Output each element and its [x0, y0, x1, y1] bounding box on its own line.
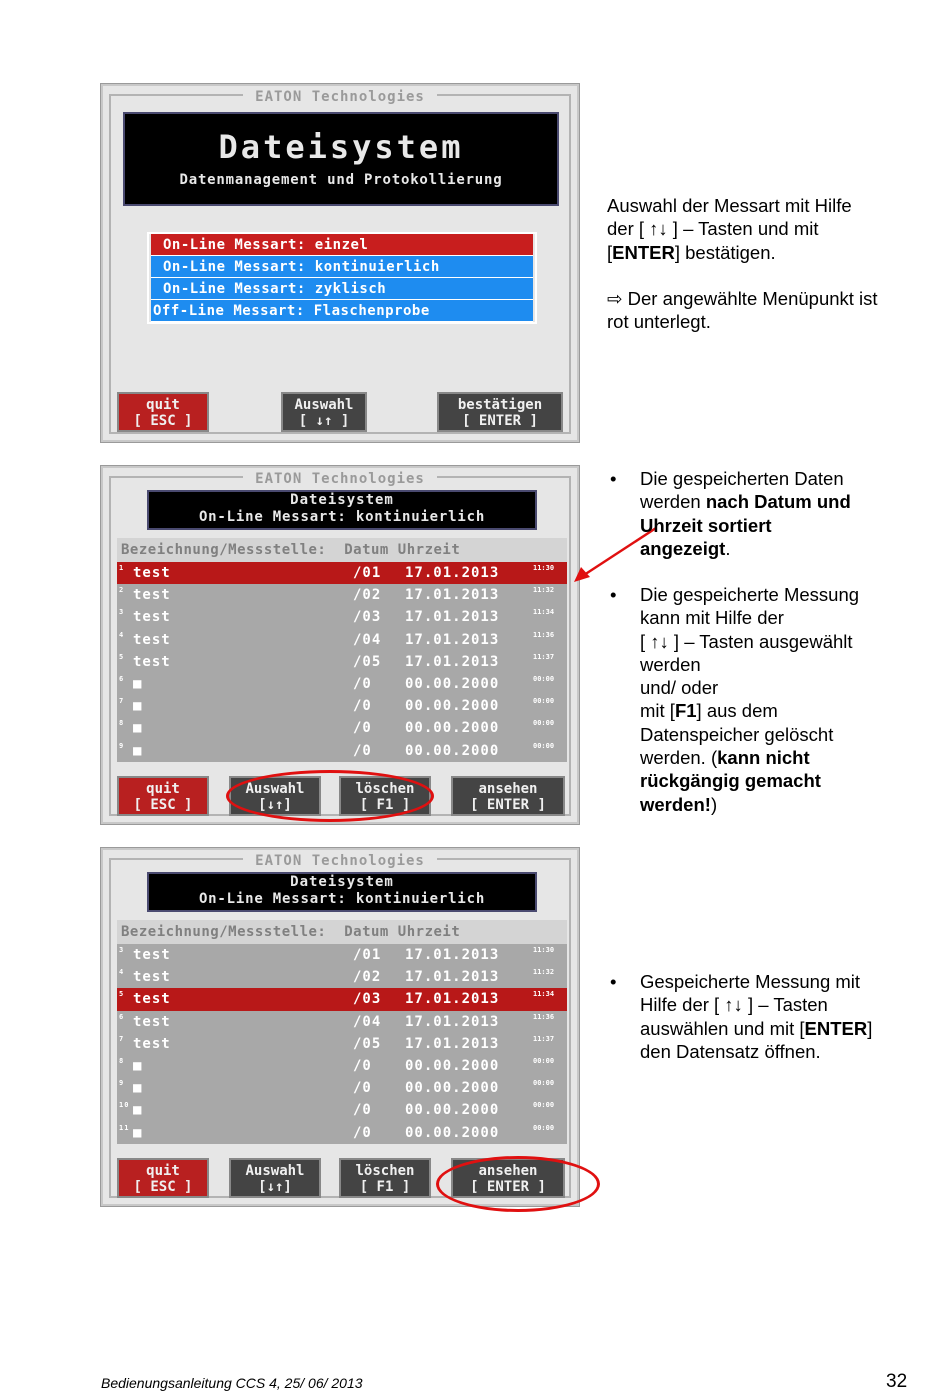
- row-time: 11:37: [533, 652, 555, 661]
- row-nr: /01: [353, 565, 382, 581]
- row-date: 00.00.2000: [405, 1080, 500, 1097]
- key-label: quit: [146, 781, 180, 797]
- table-row[interactable]: [117, 1122, 567, 1144]
- row-nr: /05: [353, 653, 382, 670]
- text-line: [640, 514, 930, 537]
- row-name: ■: [133, 1080, 143, 1097]
- instruction-block-2a: [640, 467, 930, 560]
- row-date: 17.01.2013: [405, 609, 500, 626]
- row-name: test: [133, 565, 171, 581]
- screen-subtitle: On-Line Messart: kontinuierlich: [198, 509, 486, 525]
- row-nr: /0: [353, 1057, 372, 1074]
- row-nr: /0: [353, 1102, 372, 1119]
- row-date: 17.01.2013: [405, 631, 500, 648]
- table-row[interactable]: [117, 606, 567, 628]
- row-idx: 3: [119, 608, 125, 617]
- row-idx: 9: [119, 741, 125, 750]
- ansehen-enter-button[interactable]: [451, 776, 565, 816]
- text-fragment: werden. (: [640, 747, 718, 769]
- row-name: ■: [133, 742, 143, 759]
- row-date: 17.01.2013: [405, 653, 500, 670]
- row-time: 11:36: [533, 1012, 555, 1021]
- brand-header: [103, 86, 577, 105]
- brand-header: [103, 468, 577, 487]
- auswahl-button[interactable]: [281, 392, 367, 432]
- screenshot-file-list-2: [101, 848, 579, 1206]
- table-row[interactable]: [117, 695, 567, 717]
- row-time: 11:37: [533, 1034, 555, 1043]
- row-idx: 7: [119, 697, 125, 706]
- text-bold: werden!: [640, 793, 711, 815]
- key-label: quit: [146, 1163, 180, 1179]
- row-idx: 3: [119, 946, 125, 954]
- row-idx: 8: [119, 1056, 125, 1065]
- quit-esc-button[interactable]: [117, 392, 209, 432]
- key-shortcut: [ ENTER ]: [462, 413, 538, 429]
- text-fragment: Der angewählte Menüpunkt ist: [622, 287, 878, 309]
- row-date: 17.01.2013: [405, 969, 500, 986]
- menu-item-flaschenprobe[interactable]: Off-Line Messart: Flaschenprobe: [151, 300, 533, 322]
- row-time: 11:30: [533, 564, 555, 572]
- brand-label: EATON Technologies: [243, 853, 437, 869]
- text-bold: rückgängig gemacht: [640, 770, 821, 792]
- row-date: 00.00.2000: [405, 675, 500, 692]
- row-nr: /0: [353, 742, 372, 759]
- highlight-ellipse-ansehen: [436, 1156, 600, 1212]
- row-idx: 5: [119, 652, 125, 661]
- brand-header: [103, 850, 577, 869]
- row-date: 00.00.2000: [405, 1102, 500, 1119]
- row-name: ■: [133, 1057, 143, 1074]
- screen-title: Dateisystem: [290, 492, 394, 508]
- highlight-ellipse-auswahl-loeschen: [226, 770, 434, 822]
- row-name: ■: [133, 1124, 143, 1141]
- row-date: 00.00.2000: [405, 720, 500, 737]
- key-shortcut: [↓↑]: [258, 1179, 292, 1195]
- key-label: Auswahl: [245, 1163, 305, 1179]
- quit-esc-button[interactable]: [117, 776, 209, 816]
- row-time: 00:00: [533, 1101, 555, 1110]
- row-date: 17.01.2013: [405, 565, 500, 581]
- file-table: [117, 538, 567, 762]
- table-row[interactable]: [117, 629, 567, 651]
- row-date: 00.00.2000: [405, 742, 500, 759]
- text-fragment: auswählen und mit [: [640, 1017, 805, 1039]
- brand-label: EATON Technologies: [243, 89, 437, 105]
- screenshot-dateisystem-menu: [101, 84, 579, 442]
- menu-item-zyklisch[interactable]: On-Line Messart: zyklisch: [151, 278, 533, 300]
- text-fragment: ): [710, 793, 718, 815]
- key-shortcut: [ ENTER ]: [470, 797, 546, 813]
- right-arrow-icon: ⇨: [607, 287, 623, 309]
- table-row[interactable]: [117, 673, 567, 695]
- table-header: Bezeichnung/Messstelle: Datum Uhrzeit: [117, 920, 567, 944]
- bestaetigen-enter-button[interactable]: [437, 392, 563, 432]
- text-line: Datenspeicher gelöscht: [640, 723, 834, 745]
- bullet-icon: •: [610, 584, 617, 605]
- row-time: 11:30: [533, 946, 555, 954]
- table-row[interactable]: [117, 584, 567, 606]
- key-label: löschen: [355, 781, 415, 797]
- auswahl-button[interactable]: [229, 1158, 321, 1198]
- table-header: Bezeichnung/Messstelle: Datum Uhrzeit: [117, 538, 567, 562]
- row-name: test: [133, 587, 171, 604]
- row-date: 17.01.2013: [405, 991, 500, 1008]
- text-line: der [ ↑↓ ] – Tasten und mit: [607, 218, 819, 240]
- text-line: [607, 241, 927, 264]
- messart-menu: [147, 232, 537, 324]
- text-line: [640, 769, 930, 792]
- table-row[interactable]: [117, 1099, 567, 1121]
- row-idx: 8: [119, 719, 125, 728]
- row-name: ■: [133, 675, 143, 692]
- key-label: quit: [146, 397, 180, 413]
- text-line: rot unterlegt.: [607, 311, 711, 333]
- row-nr: /02: [353, 587, 382, 604]
- row-idx: 9: [119, 1079, 125, 1088]
- screen-title: Dateisystem: [218, 128, 464, 166]
- table-row[interactable]: [117, 944, 567, 966]
- table-row[interactable]: [117, 740, 567, 762]
- text-line: Gespeicherte Messung mit: [640, 971, 861, 992]
- title-box: [147, 490, 537, 530]
- row-name: test: [133, 631, 171, 648]
- text-line: [640, 793, 930, 816]
- quit-esc-button[interactable]: [117, 1158, 209, 1198]
- text-line: den Datensatz öffnen.: [640, 1040, 821, 1062]
- text-fragment: ]: [867, 1017, 873, 1039]
- enter-key-label: ENTER: [804, 1017, 868, 1039]
- table-row[interactable]: [117, 1033, 567, 1055]
- page-number: 32: [886, 1371, 908, 1392]
- key-label: ansehen: [478, 781, 538, 797]
- key-shortcut: [ F1 ]: [359, 1179, 411, 1195]
- row-name: test: [133, 609, 171, 626]
- key-shortcut: [ ESC ]: [133, 413, 193, 429]
- row-idx: 5: [119, 990, 125, 999]
- row-nr: /0: [353, 698, 372, 715]
- document-footer: Bedienungsanleitung CCS 4, 25/ 06/ 2013: [101, 1375, 363, 1391]
- row-date: 17.01.2013: [405, 1035, 500, 1052]
- row-name: ■: [133, 720, 143, 737]
- key-label: ansehen: [478, 1163, 538, 1179]
- row-name: ■: [133, 1102, 143, 1119]
- row-time: 11:36: [533, 630, 555, 639]
- row-idx: 11: [119, 1123, 130, 1132]
- text-line: werden: [640, 653, 701, 675]
- spacer: [607, 264, 927, 287]
- row-nr: /0: [353, 675, 372, 692]
- table-row[interactable]: [117, 562, 567, 584]
- row-date: 17.01.2013: [405, 947, 500, 963]
- table-row[interactable]: [117, 966, 567, 988]
- enter-key-label: ENTER: [612, 241, 675, 263]
- row-name: test: [133, 969, 171, 986]
- row-date: 00.00.2000: [405, 1124, 500, 1141]
- table-row[interactable]: [117, 1011, 567, 1033]
- text-line: Die gespeicherte Messung: [640, 584, 860, 605]
- row-idx: 2: [119, 586, 125, 595]
- row-time: 00:00: [533, 1123, 555, 1132]
- table-row[interactable]: [117, 651, 567, 673]
- row-idx: 4: [119, 630, 125, 639]
- row-idx: 6: [119, 674, 125, 683]
- file-table: [117, 920, 567, 1144]
- row-idx: 6: [119, 1012, 125, 1021]
- row-time: 00:00: [533, 674, 555, 683]
- row-time: 00:00: [533, 1056, 555, 1065]
- row-nr: /03: [353, 991, 382, 1008]
- brand-label: EATON Technologies: [243, 471, 437, 487]
- text-line: [640, 746, 930, 769]
- row-date: 17.01.2013: [405, 1013, 500, 1030]
- table-row[interactable]: [117, 1077, 567, 1099]
- table-row[interactable]: [117, 717, 567, 739]
- text-line: kann mit Hilfe der: [640, 607, 784, 629]
- key-shortcut: [↓↑]: [258, 797, 292, 813]
- row-name: test: [133, 991, 171, 1008]
- text-line: Hilfe der [ ↑↓ ] – Tasten: [640, 994, 828, 1016]
- key-shortcut: [ ESC ]: [133, 1179, 193, 1195]
- row-nr: /04: [353, 631, 382, 648]
- row-time: 11:34: [533, 990, 555, 999]
- bullet-icon: •: [610, 468, 617, 489]
- text-line: [640, 490, 930, 513]
- f1-key-label: F1: [674, 700, 697, 722]
- row-name: test: [133, 947, 171, 963]
- text-line: [640, 1017, 930, 1040]
- text-line: [640, 537, 930, 560]
- row-idx: 4: [119, 968, 125, 977]
- key-shortcut: [ ↓↑ ]: [298, 413, 350, 429]
- text-fragment: werden: [640, 491, 706, 513]
- row-nr: /01: [353, 947, 382, 963]
- key-label: löschen: [355, 1163, 415, 1179]
- screen-subtitle: On-Line Messart: kontinuierlich: [198, 891, 486, 907]
- menu-item-kontinuierlich[interactable]: On-Line Messart: kontinuierlich: [151, 256, 533, 278]
- row-nr: /0: [353, 1080, 372, 1097]
- instruction-block-1: [607, 194, 927, 333]
- key-shortcut: [ ESC ]: [133, 797, 193, 813]
- row-time: 00:00: [533, 697, 555, 706]
- row-name: test: [133, 1013, 171, 1030]
- text-line: und/ oder: [640, 677, 719, 699]
- row-date: 17.01.2013: [405, 587, 500, 604]
- key-shortcut: [ F1 ]: [359, 797, 411, 813]
- row-nr: /0: [353, 720, 372, 737]
- key-label: Auswahl: [294, 397, 354, 413]
- row-time: 00:00: [533, 1079, 555, 1088]
- row-nr: /05: [353, 1035, 382, 1052]
- table-row[interactable]: [117, 988, 567, 1010]
- text-fragment: mit [: [640, 700, 675, 722]
- row-nr: /02: [353, 969, 382, 986]
- loeschen-f1-button[interactable]: [339, 1158, 431, 1198]
- row-name: test: [133, 653, 171, 670]
- row-time: 00:00: [533, 741, 555, 750]
- row-idx: 7: [119, 1034, 125, 1043]
- text-fragment: .: [725, 537, 731, 559]
- bullet-icon: •: [610, 971, 617, 992]
- row-idx: 10: [119, 1101, 130, 1110]
- title-box: [123, 112, 559, 206]
- row-idx: 1: [119, 564, 125, 572]
- row-nr: /0: [353, 1124, 372, 1141]
- table-row[interactable]: [117, 1055, 567, 1077]
- row-name: test: [133, 1035, 171, 1052]
- function-key-bar: [109, 392, 571, 436]
- text-bold: nach Datum und: [705, 491, 851, 513]
- text-line: Die gespeicherten Daten: [640, 468, 844, 489]
- text-fragment: ] bestätigen.: [674, 241, 776, 263]
- text-bold: kann nicht: [717, 747, 810, 769]
- row-time: 11:34: [533, 608, 555, 617]
- key-label: bestätigen: [457, 397, 543, 413]
- text-line: [ ↑↓ ] – Tasten ausgewählt: [640, 630, 853, 652]
- row-time: 11:32: [533, 968, 555, 977]
- text-line: [640, 699, 930, 722]
- menu-item-einzel[interactable]: On-Line Messart: einzel: [151, 234, 533, 256]
- title-box: [147, 872, 537, 912]
- row-name: ■: [133, 698, 143, 715]
- text-line: Auswahl der Messart mit Hilfe: [607, 195, 852, 216]
- row-time: 00:00: [533, 719, 555, 728]
- instruction-block-3: [640, 970, 930, 1063]
- row-time: 11:32: [533, 586, 555, 595]
- text-fragment: ] aus dem: [696, 700, 778, 722]
- row-date: 00.00.2000: [405, 1057, 500, 1074]
- key-shortcut: [ ENTER ]: [470, 1179, 546, 1195]
- text-line: [607, 287, 927, 310]
- instruction-block-2b: [640, 583, 930, 816]
- text-bold: Uhrzeit sortiert: [640, 514, 772, 536]
- row-nr: /04: [353, 1013, 382, 1030]
- screen-title: Dateisystem: [290, 874, 394, 890]
- screen-subtitle: Datenmanagement und Protokollierung: [179, 172, 503, 188]
- row-nr: /03: [353, 609, 382, 626]
- row-date: 00.00.2000: [405, 698, 500, 715]
- text-fragment: [: [607, 241, 613, 263]
- key-label: Auswahl: [245, 781, 305, 797]
- text-bold: angezeigt: [640, 537, 726, 559]
